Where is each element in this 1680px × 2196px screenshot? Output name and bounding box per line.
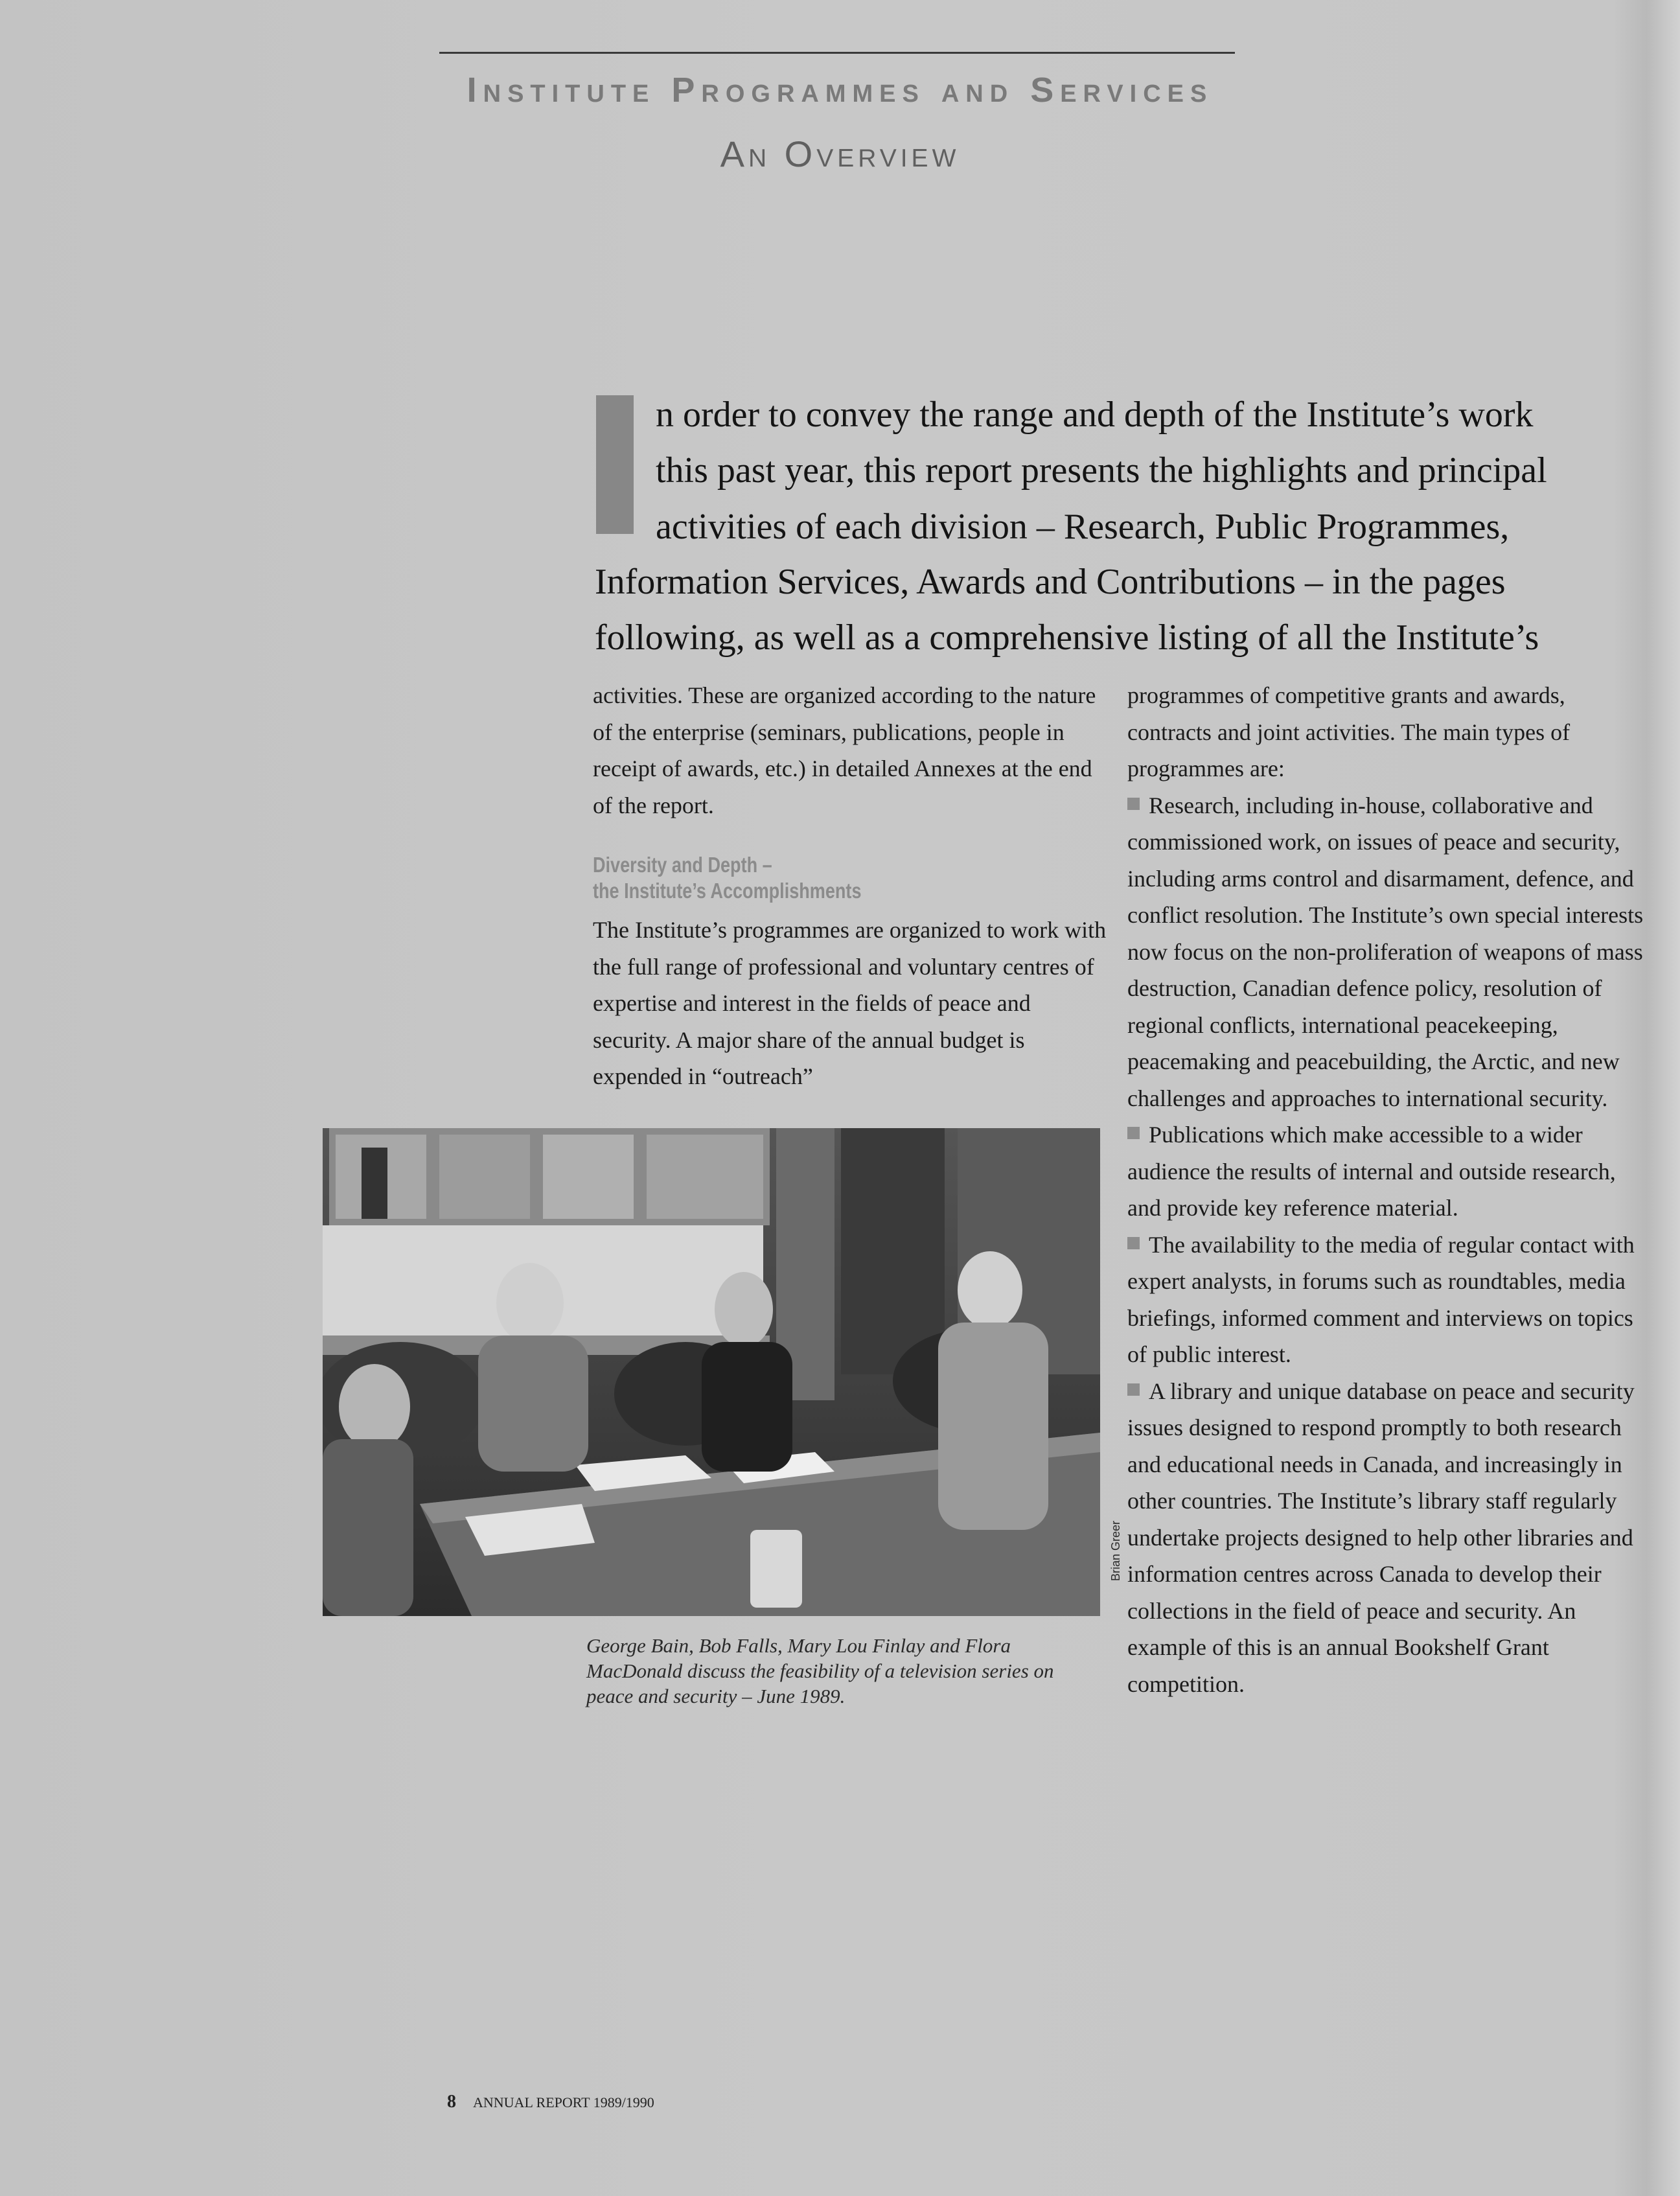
drop-cap-bar	[596, 395, 634, 534]
section-title: Institute Programmes and Services	[466, 71, 1214, 110]
photo-credit: Brian Greer	[1109, 1520, 1122, 1581]
lead-line-1: n order to convey the range and depth of the Institute’s work	[656, 395, 1534, 435]
header-rule	[439, 52, 1235, 54]
bullet-item-library: A library and unique database on peace and security issues designed to respond promptly to both research and educational needs in Canada, and increasingly in other countries. The Institute’s library staff regularly undertake projects designed to help other libraries and information centres across Canada to develop their collections in the field of peace and security. An example of this is an annual Bookshelf Grant competition.	[1127, 1378, 1635, 1697]
bullet-square-icon	[1127, 1237, 1140, 1249]
lead-line-4: Information Services, Awards and Contributions – in the pages	[595, 562, 1506, 602]
photo-caption: George Bain, Bob Falls, Mary Lou Finlay and Flora MacDonald discuss the feasibility of a television series on peace and security – June 1989.	[586, 1634, 1054, 1707]
subhead	[593, 852, 1018, 904]
right-intro: programmes of competitive grants and awards, contracts and joint activities. The main types of programmes are:	[1127, 682, 1571, 781]
lead-line-3: activities of each division – Research, Public Programmes,	[656, 507, 1510, 547]
subhead-line-2: the Institute’s Accomplishments	[593, 879, 862, 903]
left-column	[593, 677, 1111, 1095]
lead-line-5: following, as well as a comprehensive listing of all the Institute’s	[595, 618, 1539, 658]
lead-line-2: this past year, this report presents the highlights and principal	[656, 450, 1547, 491]
meeting-photo	[323, 1128, 1100, 1616]
left-paragraph-1: activities. These are organized according to the nature of the enterprise (seminars, publications, people in receipt of awards, etc.) in detailed Annexes at the end of the report.	[593, 682, 1096, 818]
bullet-square-icon	[1127, 1127, 1140, 1139]
left-paragraph-2: The Institute’s programmes are organized to work with the full range of professional and voluntary centres of expertise and interest in the fields of peace and security. A major share of the annual budget is expended in “outreach”	[593, 917, 1107, 1089]
page-footer	[447, 2092, 654, 2112]
section-subtitle: An Overview	[720, 133, 960, 174]
page-number: 8	[447, 2092, 456, 2112]
bullet-square-icon	[1127, 1383, 1140, 1396]
footer-label: ANNUAL REPORT 1989/1990	[473, 2094, 654, 2110]
bullet-item-research: Research, including in-house, collaborative and commissioned work, on issues of peace and security, including arms control and disarmament, defence, and conflict resolution. The Institute’s own special interests now focus on the non-proliferation of weapons of mass destruction, Canadian defence policy, resolution of regional conflicts, international peacekeeping, peacemaking and peacebuilding, the Arctic, and new challenges and approaches to international security.	[1127, 792, 1644, 1111]
bullet-item-media: The availability to the media of regular contact with expert analysts, in forums such as roundtables, media briefings, informed comment and interviews on topics of public interest.	[1127, 1231, 1635, 1367]
bullet-square-icon	[1127, 798, 1140, 810]
right-column	[1127, 677, 1646, 1702]
subhead-line-1: Diversity and Depth –	[593, 853, 772, 877]
bullet-item-publications: Publications which make accessible to a wider audience the results of internal and outside research, and provide key reference material.	[1127, 1122, 1616, 1221]
